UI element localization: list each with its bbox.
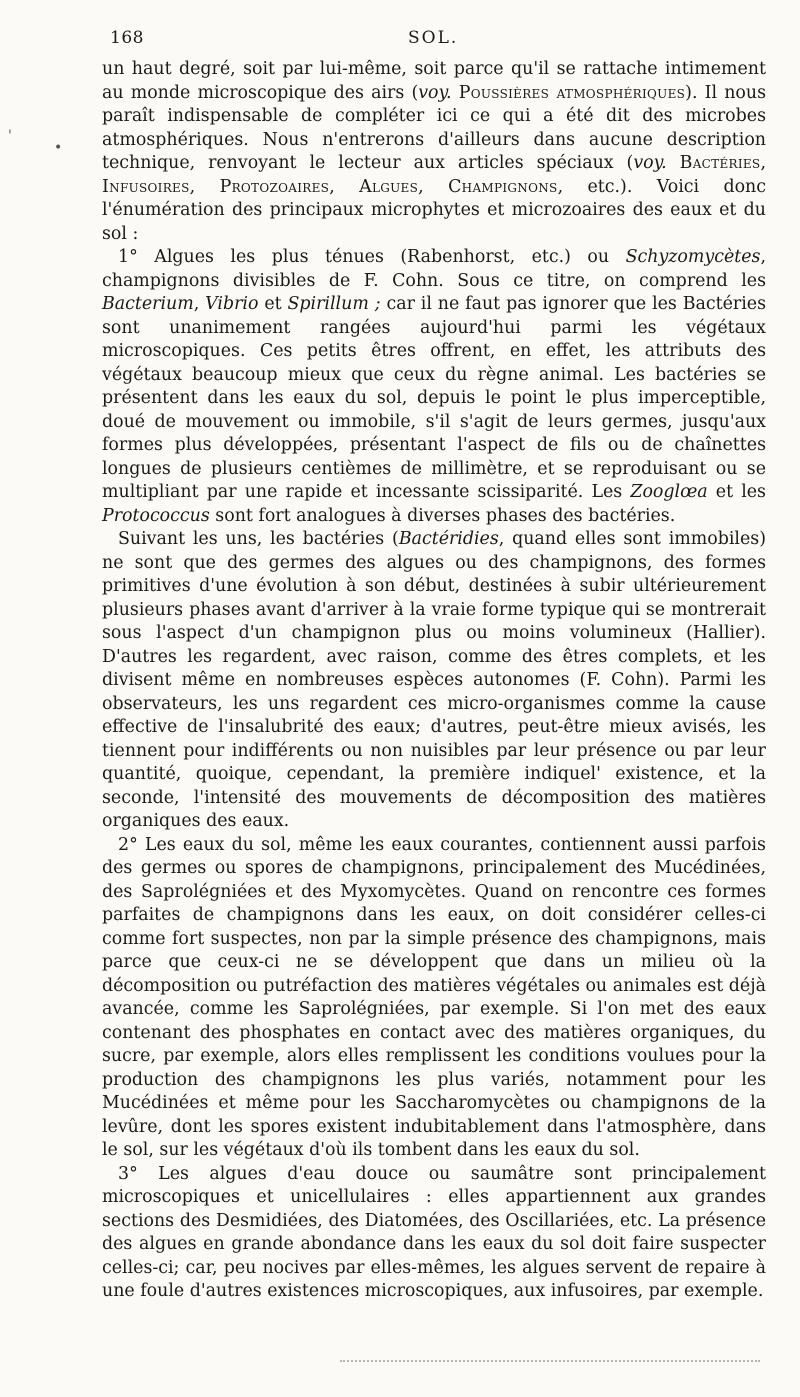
small-caps-text: Bactéries [679, 153, 761, 173]
italic-text: Schyzomycètes [625, 247, 761, 267]
paragraph-eaux-du-sol [102, 834, 766, 1163]
italic-text: Spirillum ; [287, 294, 381, 314]
text-run: Suivant les uns, les bactéries ( [118, 529, 399, 549]
text-run: 1° Algues les plus ténues (Rabenhorst, etc.) ou [118, 247, 626, 267]
text-run: sont fort analogues à diverses phases des bactéries. [209, 505, 676, 526]
text-run: car il ne faut pas ignorer que les Bactéries sont unanimement rangées aujourd'hui parmi les végétaux microscopiques. Ces petits êtres offrent, en effet, les attributs des végétaux beaucoup mieux que ceux du règne animal. Les bactéries se présentent dans les eaux du sol, depuis le point le plus imperceptible, doué de mouvement ou immobile, s'il s'agit de leurs germes, jusqu'aux formes plus développées, présentant l'aspect de fils ou de chaînettes longues de plusieurs centièmes de millimètre, et se reproduisant ou se multipliant par une rapide et incessante scissiparité. Les [102, 294, 766, 502]
body-text [102, 58, 766, 1304]
text-run: et les [707, 482, 766, 502]
margin-mark: • [54, 140, 63, 156]
text-run: , [329, 176, 360, 197]
italic-text: voy. [418, 82, 452, 103]
text-run: 2° Les eaux du sol, même les eaux courantes, contiennent aussi parfois des germes ou spores de champignons, principalement des Mucédinées, des Saprolégniées et des Myxomycètes. Quand on rencontre ces formes parfaites de champignons dans les eaux, on doit considérer celles-ci comme fort suspectes, non par la simple présence des champignons, mais parce que ceux-ci ne se développent que dans un milieu où la décomposition ou putréfaction des matières végétales ou animales est déjà avancée, comme les Saprolégniées, par exemple. Si l'on met des eaux contenant des phosphates en contact avec des matières organiques, du sucre, par exemple, alors elles remplissent les conditions voulues pour la production des champignons les plus variés, notamment pour les Mucédinées et même pour les Saccharomycètes ou champignons de la levûre, dont les spores existent indubitablement dans l'atmosphère, dans le sol, sur les végétaux d'où ils tombent dans les eaux du sol. [102, 834, 766, 1160]
margin-mark: ' [8, 128, 12, 144]
text-run: , [760, 153, 766, 173]
small-caps-text: Infusoires [102, 176, 190, 197]
text-run: et [258, 294, 288, 314]
text-run: , quand elles sont immobiles) ne sont que des germes des algues ou des champignons, des formes primitives d'une évolution à son début, destinées à subir ultérieurement plusieurs phases avant d'arriver à la vraie forme typique qui se montrerait sous l'aspect d'un champignon plus ou moins volumineux (Hallier). D'autres les regardent, avec raison, comme des êtres complets, et les divisent même en nombreuses espèces autonomes (F. Cohn). Parmi les observateurs, les uns regardent ces micro-organismes comme la cause effective de l'insalubrité des eaux; d'autres, peut-être mieux avisés, les tiennent pour indifférents ou non nuisibles par leur présence ou par leur quantité, quoique, cependant, la première indiquel' existence, et la seconde, l'intensité des mouvements de décomposition des matières organiques des eaux. [102, 529, 766, 831]
small-caps-text: Protozoaires [219, 176, 330, 197]
text-run: , [193, 294, 206, 314]
text-run [452, 83, 459, 103]
running-title: SOL. [408, 28, 459, 48]
text-run: un haut degré, soit par lui-même, soit parce qu'il se rattache intimement au monde microscopique des airs ( [102, 59, 766, 103]
italic-text: Bactéridies [398, 529, 499, 549]
italic-text: voy. [633, 153, 667, 173]
small-caps-text: Champignons [448, 176, 558, 197]
text-run: , etc.). Voici donc l'énumération des principaux microphytes et microzoaires des eaux et du sol : [102, 176, 766, 244]
small-caps-text: Algues [359, 176, 419, 197]
paragraph-algues-schyzomycetes [102, 246, 766, 528]
text-run: , [189, 176, 220, 197]
italic-text: Zooglœa [630, 482, 708, 502]
text-run: , champignons divisibles de F. Cohn. Sous ce titre, on comprend les [102, 247, 766, 291]
text-run: , [418, 176, 449, 197]
italic-text: Protococcus [102, 505, 210, 526]
running-head [102, 28, 766, 54]
italic-text: Vibrio [205, 294, 259, 314]
small-caps-text: Poussières atmosphériques [458, 82, 686, 103]
paragraph-bacteridies [102, 528, 766, 834]
paragraph-algues-eau-douce [102, 1163, 766, 1304]
text-run: 3° Les algues d'eau douce ou saumâtre sont principalement microscopiques et unicellulaires : elles appartiennent aux grandes sections des Desmidiées, des Diatomées, des Oscillariées, etc. La présence des algues en grande abondance dans les eaux du sol doit faire suspecter celles-ci; car, peu nocives par elles-mêmes, les algues servent de repaire à une foule d'autres existences microscopiques, aux infusoires, par exemple. [102, 1163, 766, 1301]
text-run [667, 153, 680, 173]
bottom-print-noise [340, 1360, 760, 1366]
paragraph-intro [102, 58, 766, 246]
page-number: 168 [110, 28, 144, 48]
text-run: ). Il nous paraît indispensable de compléter ici ce qui a été dit des microbes atmosphériques. Nous n'entrerons d'ailleurs dans aucune description technique, renvoyant le lecteur aux articles spéciaux ( [102, 82, 766, 173]
italic-text: Bacterium [102, 294, 194, 314]
